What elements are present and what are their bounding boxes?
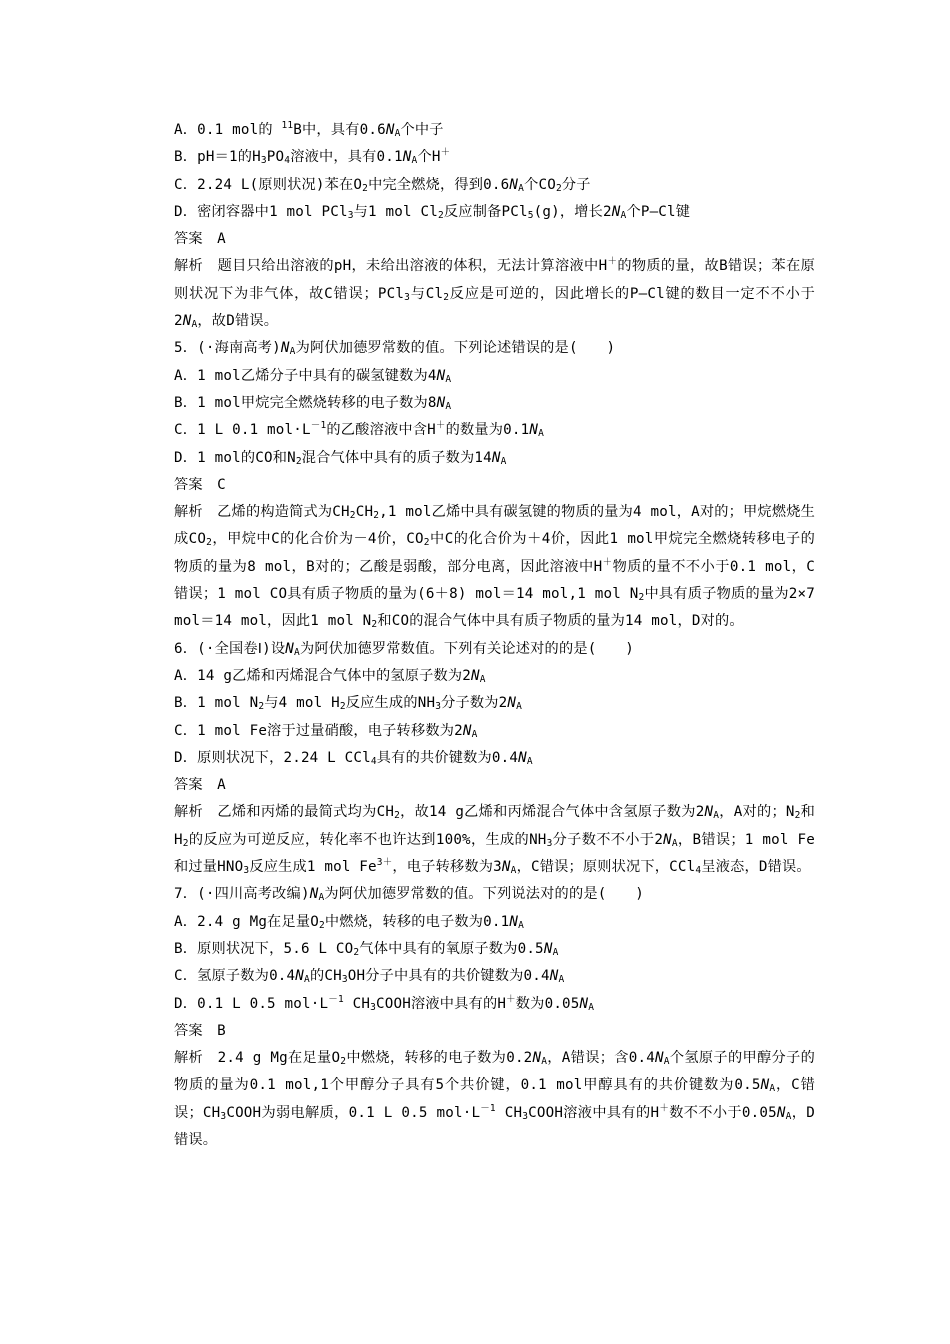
text-line-19: 解析 乙烯和丙烯的最简式均为$CH_2$，故14 g乙烯和丙烯混合气体中含氢原子数为$2N_A$，A对的；$N_2$和$H_2$的反应为可逆反应，转化率不也许达到100%，生成的$NH_3$分子数不不小于$2N_A$，B错误；1 mol Fe和过量$HNO_3$反应生成1 mol $Fe^{3+}$，电子转移数为$3N_A$，C错误；原则状况下，CCl$_4$呈液态，D错误。 <box>174 804 815 877</box>
text-line-15: B．1 mol $N_2$与4 mol $H_2$反应生成的$NH_3$分子数为$2N_A$ <box>174 695 523 713</box>
text-line-14: A．14 g乙烯和丙烯混合气体中的氢原子数为$2N_A$ <box>174 667 486 685</box>
text-line-1: B．pH＝1的$H_3PO_4$溶液中，具有$0.1N_A$个H＋ <box>174 147 451 167</box>
text-line-23: C．氢原子数为$0.4N_A$的$CH_3OH$分子中具有的共价键数为$0.4N_A$ <box>174 968 565 986</box>
text-line-18: 答案 A <box>174 777 226 794</box>
text-line-20: 7．(·四川高考改编)$N_A$为阿伏加德罗常数的值。下列说法对的的是( ) <box>174 886 644 904</box>
text-line-9: C．1 L 0.1 $mol\cdot L^{-1}$的乙酸溶液中含H＋的数量为$0.1N_A$ <box>174 420 545 440</box>
text-line-13: 6．(·全国卷Ⅰ)设$N_A$为阿伏加德罗常数值。下列有关论述对的的是( ) <box>174 640 634 658</box>
document-body <box>140 117 815 1154</box>
text-line-11: 答案 C <box>174 476 226 493</box>
text-line-2: C．2.24 L(原则状况)苯在$O_2$中完全燃烧，得到$0.6N_A$个$CO_2$分子 <box>174 176 591 194</box>
text-line-16: C．1 mol Fe溶于过量硝酸，电子转移数为$2N_A$ <box>174 722 478 740</box>
text-line-21: A．2.4 g Mg在足量$O_2$中燃烧，转移的电子数为$0.1N_A$ <box>174 913 525 931</box>
text-line-5: 解析 题目只给出溶液的pH，未给出溶液的体积，无法计算溶液中H＋的物质的量，故B错误；苯在原则状况下为非气体，故C错误；PCl$_3$与$Cl_2$反应是可逆的，因此增长的P—Cl键的数目一定不不小于$2N_A$，故D错误。 <box>174 256 816 331</box>
text-line-10: D．1 mol的CO和$N_2$混合气体中具有的质子数为$14N_A$ <box>174 449 507 467</box>
text-line-22: B．原则状况下，5.6 L $CO_2$气体中具有的氧原子数为$0.5N_A$ <box>174 940 559 958</box>
text-line-24: D．0.1 L 0.5 $mol\cdot L^{-1}$ $CH_3COOH$溶液中具有的H＋数为$0.05N_A$ <box>174 993 595 1013</box>
text-line-12: 解析 乙烯的构造简式为$CH_2CH_2,1$ mol乙烯中具有碳氢键的物质的量为4 mol，A对的；甲烷燃烧生成$CO_2$，甲烷中C的化合价为－4价，$CO_2$中C的化合价为＋4价，因此1 mol甲烷完全燃烧转移电子的物质的量为8 mol，B对的；乙酸是弱酸，部分电离，因此溶液中H＋物质的量不不小于0.1 mol，C错误；1 mol CO具有质子物质的量为(6＋8) mol＝14 mol,1 mol $N_2$中具有质子物质的量为2×7 mol＝14 mol，因此1 mol $N_2$和CO的混合气体中具有质子物质的量为14 mol，D对的。 <box>174 504 816 631</box>
text-line-17: D．原则状况下，2.24 L CCl$_4$具有的共价键数为$0.4N_A$ <box>174 749 533 767</box>
text-line-8: B．1 mol甲烷完全燃烧转移的电子数为$8N_A$ <box>174 394 452 412</box>
text-line-26: 解析 2.4 g Mg在足量$O_2$中燃烧，转移的电子数为$0.2N_A$，A错误；含$0.4N_A$个氢原子的甲醇分子的物质的量为0.1 mol,1个甲醇分子具有5个共价键，0.1 mol甲醇具有的共价键数为$0.5N_A$，C错误；$CH_3COOH$为弱电解质，0.1 L 0.5 $mol\cdot L^{-1}$ $CH_3COOH$溶液中具有的H＋数不不小于$0.05N_A$，D错误。 <box>174 1050 815 1148</box>
text-line-4: 答案 A <box>174 231 226 248</box>
text-line-6: 5．(·海南高考)$N_A$为阿伏加德罗常数的值。下列论述错误的是( ) <box>174 340 616 358</box>
text-line-7: A．1 mol乙烯分子中具有的碳氢键数为$4N_A$ <box>174 367 452 385</box>
text-line-0: A．0.1 mol的 $^{11}$B中，具有$0.6N_A$个中子 <box>174 120 444 139</box>
text-line-25: 答案 B <box>174 1022 226 1039</box>
text-line-3: D．密闭容器中1 mol PCl$_3$与1 mol $Cl_2$反应制备PCl$_5$(g)，增长$2N_A$个P—Cl键 <box>174 203 691 221</box>
